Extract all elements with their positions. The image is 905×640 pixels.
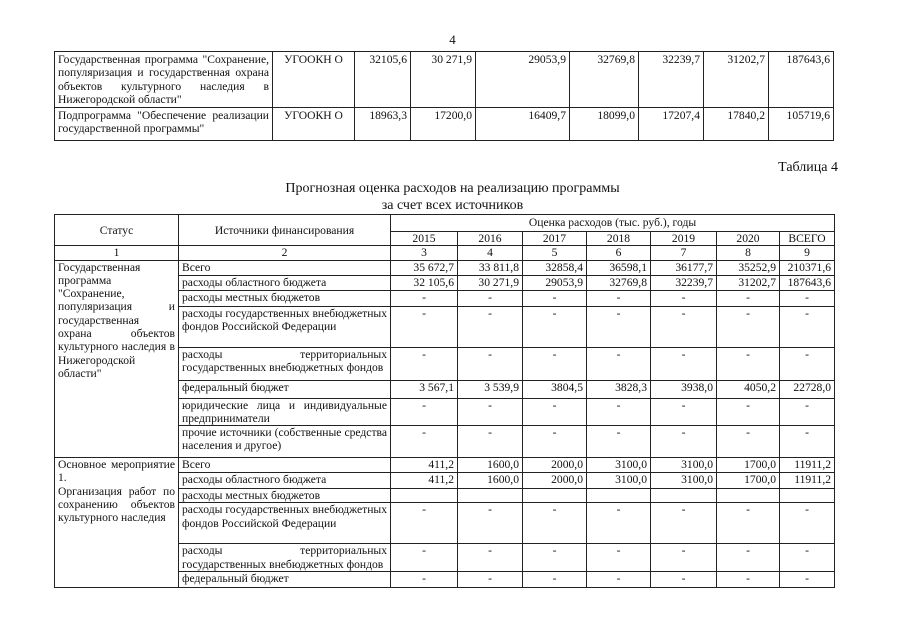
value-cell: - [651, 503, 717, 544]
column-number: 2 [179, 246, 391, 260]
header-year: 2017 [523, 232, 587, 246]
value-cell: - [391, 290, 458, 306]
value-cell [651, 489, 717, 503]
continuation-table [54, 51, 834, 141]
value-cell: - [717, 306, 780, 347]
value-cell: - [523, 544, 587, 572]
value-cell [391, 489, 458, 503]
header-year: 2015 [391, 232, 458, 246]
value-cell: 411,2 [391, 458, 458, 473]
value-cell: 17200,0 [411, 108, 476, 141]
value-cell: - [651, 398, 717, 426]
status-line: Основное мероприятие 1. [58, 458, 175, 485]
value-cell: - [780, 347, 835, 380]
value-cell: - [717, 572, 780, 588]
value-cell: 3828,3 [587, 380, 651, 398]
value-cell: 31202,7 [704, 52, 769, 108]
value-cell: - [458, 398, 523, 426]
header-year: ВСЕГО [780, 232, 835, 246]
agency-cell: УГООКН О [273, 108, 355, 141]
value-cell: - [717, 544, 780, 572]
value-cell: - [587, 290, 651, 306]
value-cell: 32769,8 [570, 52, 639, 108]
table-row [55, 52, 834, 108]
value-cell: - [780, 572, 835, 588]
value-cell: 16409,7 [476, 108, 570, 141]
table-row [55, 458, 835, 473]
value-cell: - [458, 572, 523, 588]
value-cell: - [523, 290, 587, 306]
value-cell: - [458, 290, 523, 306]
source-cell: расходы областного бюджета [179, 275, 391, 290]
value-cell: 32769,8 [587, 275, 651, 290]
value-cell: - [458, 426, 523, 458]
value-cell: - [458, 544, 523, 572]
value-cell: 36598,1 [587, 260, 651, 275]
value-cell: - [780, 398, 835, 426]
value-cell: 1600,0 [458, 458, 523, 473]
page-number: 4 [449, 32, 456, 47]
value-cell: 3938,0 [651, 380, 717, 398]
value-cell: 31202,7 [717, 275, 780, 290]
value-cell: - [458, 503, 523, 544]
value-cell: 187643,6 [769, 52, 834, 108]
value-cell [780, 489, 835, 503]
value-cell: 187643,6 [780, 275, 835, 290]
value-cell [458, 489, 523, 503]
source-cell: расходы государственных внебюджетных фондов Российской Федерации [179, 306, 391, 347]
value-cell: - [587, 544, 651, 572]
value-cell: 32105,6 [355, 52, 411, 108]
status-cell: Государственная программа "Сохранение, популяризация и государственная охрана объектов культурного наследия в Нижегородской области" [55, 260, 179, 458]
header-year: 2019 [651, 232, 717, 246]
value-cell: - [717, 398, 780, 426]
value-cell: - [587, 426, 651, 458]
value-cell: 22728,0 [780, 380, 835, 398]
value-cell: - [780, 544, 835, 572]
value-cell: - [391, 398, 458, 426]
value-cell: - [717, 347, 780, 380]
header-year: 2018 [587, 232, 651, 246]
value-cell: 36177,7 [651, 260, 717, 275]
value-cell: - [391, 426, 458, 458]
source-cell: прочие источники (собственные средства населения и другое) [179, 426, 391, 458]
status-line: Организация работ по сохранению объектов культурного наследия [58, 484, 175, 525]
value-cell: 18963,3 [355, 108, 411, 141]
value-cell: 105719,6 [769, 108, 834, 141]
source-cell: Всего [179, 458, 391, 473]
value-cell: 32239,7 [651, 275, 717, 290]
column-number: 7 [651, 246, 717, 260]
table-row [55, 108, 834, 141]
header-sources: Источники финансирования [179, 215, 391, 246]
value-cell: 411,2 [391, 473, 458, 489]
value-cell: 11911,2 [780, 473, 835, 489]
value-cell: - [587, 503, 651, 544]
value-cell: - [391, 347, 458, 380]
value-cell: 35252,9 [717, 260, 780, 275]
value-cell: 17207,4 [639, 108, 704, 141]
value-cell: 3100,0 [651, 458, 717, 473]
value-cell: - [458, 347, 523, 380]
column-number: 4 [458, 246, 523, 260]
value-cell: - [523, 503, 587, 544]
value-cell: 32 105,6 [391, 275, 458, 290]
value-cell: - [523, 426, 587, 458]
value-cell: 1600,0 [458, 473, 523, 489]
value-cell: 3100,0 [651, 473, 717, 489]
value-cell: - [391, 503, 458, 544]
value-cell: 4050,2 [717, 380, 780, 398]
source-cell: Всего [179, 260, 391, 275]
value-cell: - [651, 426, 717, 458]
value-cell: 32858,4 [523, 260, 587, 275]
header-estimate: Оценка расходов (тыс. руб.), годы [391, 215, 835, 232]
value-cell: - [523, 572, 587, 588]
source-cell: расходы местных бюджетов [179, 290, 391, 306]
value-cell: 1700,0 [717, 473, 780, 489]
value-cell: - [717, 503, 780, 544]
value-cell: - [717, 426, 780, 458]
source-cell: расходы областного бюджета [179, 473, 391, 489]
value-cell: - [523, 398, 587, 426]
value-cell: 3804,5 [523, 380, 587, 398]
value-cell: 1700,0 [717, 458, 780, 473]
value-cell: - [780, 426, 835, 458]
value-cell: 33 811,8 [458, 260, 523, 275]
value-cell: 30 271,9 [458, 275, 523, 290]
program-name-cell: Государственная программа "Сохранение, популяризация и государственная охрана объектов культурного наследия в Нижегородской области" [55, 52, 273, 108]
value-cell: 18099,0 [570, 108, 639, 141]
forecast-expenses-table [54, 214, 835, 588]
value-cell: 3 539,9 [458, 380, 523, 398]
value-cell: 3 567,1 [391, 380, 458, 398]
value-cell [587, 489, 651, 503]
table-title-line-2: за счет всех источников [381, 198, 524, 213]
value-cell: - [780, 290, 835, 306]
value-cell: - [717, 290, 780, 306]
column-number: 9 [780, 246, 835, 260]
value-cell: 11911,2 [780, 458, 835, 473]
value-cell: 32239,7 [639, 52, 704, 108]
value-cell: - [651, 544, 717, 572]
value-cell: - [651, 306, 717, 347]
status-cell [55, 458, 179, 588]
value-cell [717, 489, 780, 503]
value-cell: - [587, 398, 651, 426]
value-cell: - [391, 544, 458, 572]
source-cell: юридические лица и индивидуальные предприниматели [179, 398, 391, 426]
program-name-cell: Подпрограмма "Обеспечение реализации государственной программы" [55, 108, 273, 141]
agency-cell: УГООКН О [273, 52, 355, 108]
value-cell: 2000,0 [523, 458, 587, 473]
value-cell: - [391, 306, 458, 347]
value-cell: 29053,9 [523, 275, 587, 290]
table-title-line-1: Прогнозная оценка расходов на реализацию программы [285, 181, 620, 196]
value-cell: - [523, 347, 587, 380]
value-cell: - [780, 503, 835, 544]
header-status: Статус [55, 215, 179, 246]
value-cell: - [458, 306, 523, 347]
column-number: 3 [391, 246, 458, 260]
table-label: Таблица 4 [778, 160, 838, 175]
value-cell: 3100,0 [587, 458, 651, 473]
value-cell: - [651, 572, 717, 588]
column-number: 1 [55, 246, 179, 260]
table-row [55, 260, 835, 275]
source-cell: расходы территориальных государственных внебюджетных фондов [179, 544, 391, 572]
column-number: 6 [587, 246, 651, 260]
value-cell: 17840,2 [704, 108, 769, 141]
value-cell: - [780, 306, 835, 347]
value-cell: - [587, 306, 651, 347]
value-cell: - [651, 347, 717, 380]
value-cell: - [651, 290, 717, 306]
value-cell: - [391, 572, 458, 588]
value-cell: 3100,0 [587, 473, 651, 489]
value-cell: - [587, 572, 651, 588]
source-cell: расходы местных бюджетов [179, 489, 391, 503]
value-cell: 30 271,9 [411, 52, 476, 108]
value-cell: 29053,9 [476, 52, 570, 108]
header-year: 2020 [717, 232, 780, 246]
value-cell [523, 489, 587, 503]
source-cell: расходы государственных внебюджетных фондов Российской Федерации [179, 503, 391, 544]
source-cell: федеральный бюджет [179, 572, 391, 588]
column-number: 8 [717, 246, 780, 260]
source-cell: федеральный бюджет [179, 380, 391, 398]
header-year: 2016 [458, 232, 523, 246]
source-cell: расходы территориальных государственных внебюджетных фондов [179, 347, 391, 380]
column-number: 5 [523, 246, 587, 260]
value-cell: 2000,0 [523, 473, 587, 489]
value-cell: 210371,6 [780, 260, 835, 275]
value-cell: - [523, 306, 587, 347]
value-cell: 35 672,7 [391, 260, 458, 275]
value-cell: - [587, 347, 651, 380]
